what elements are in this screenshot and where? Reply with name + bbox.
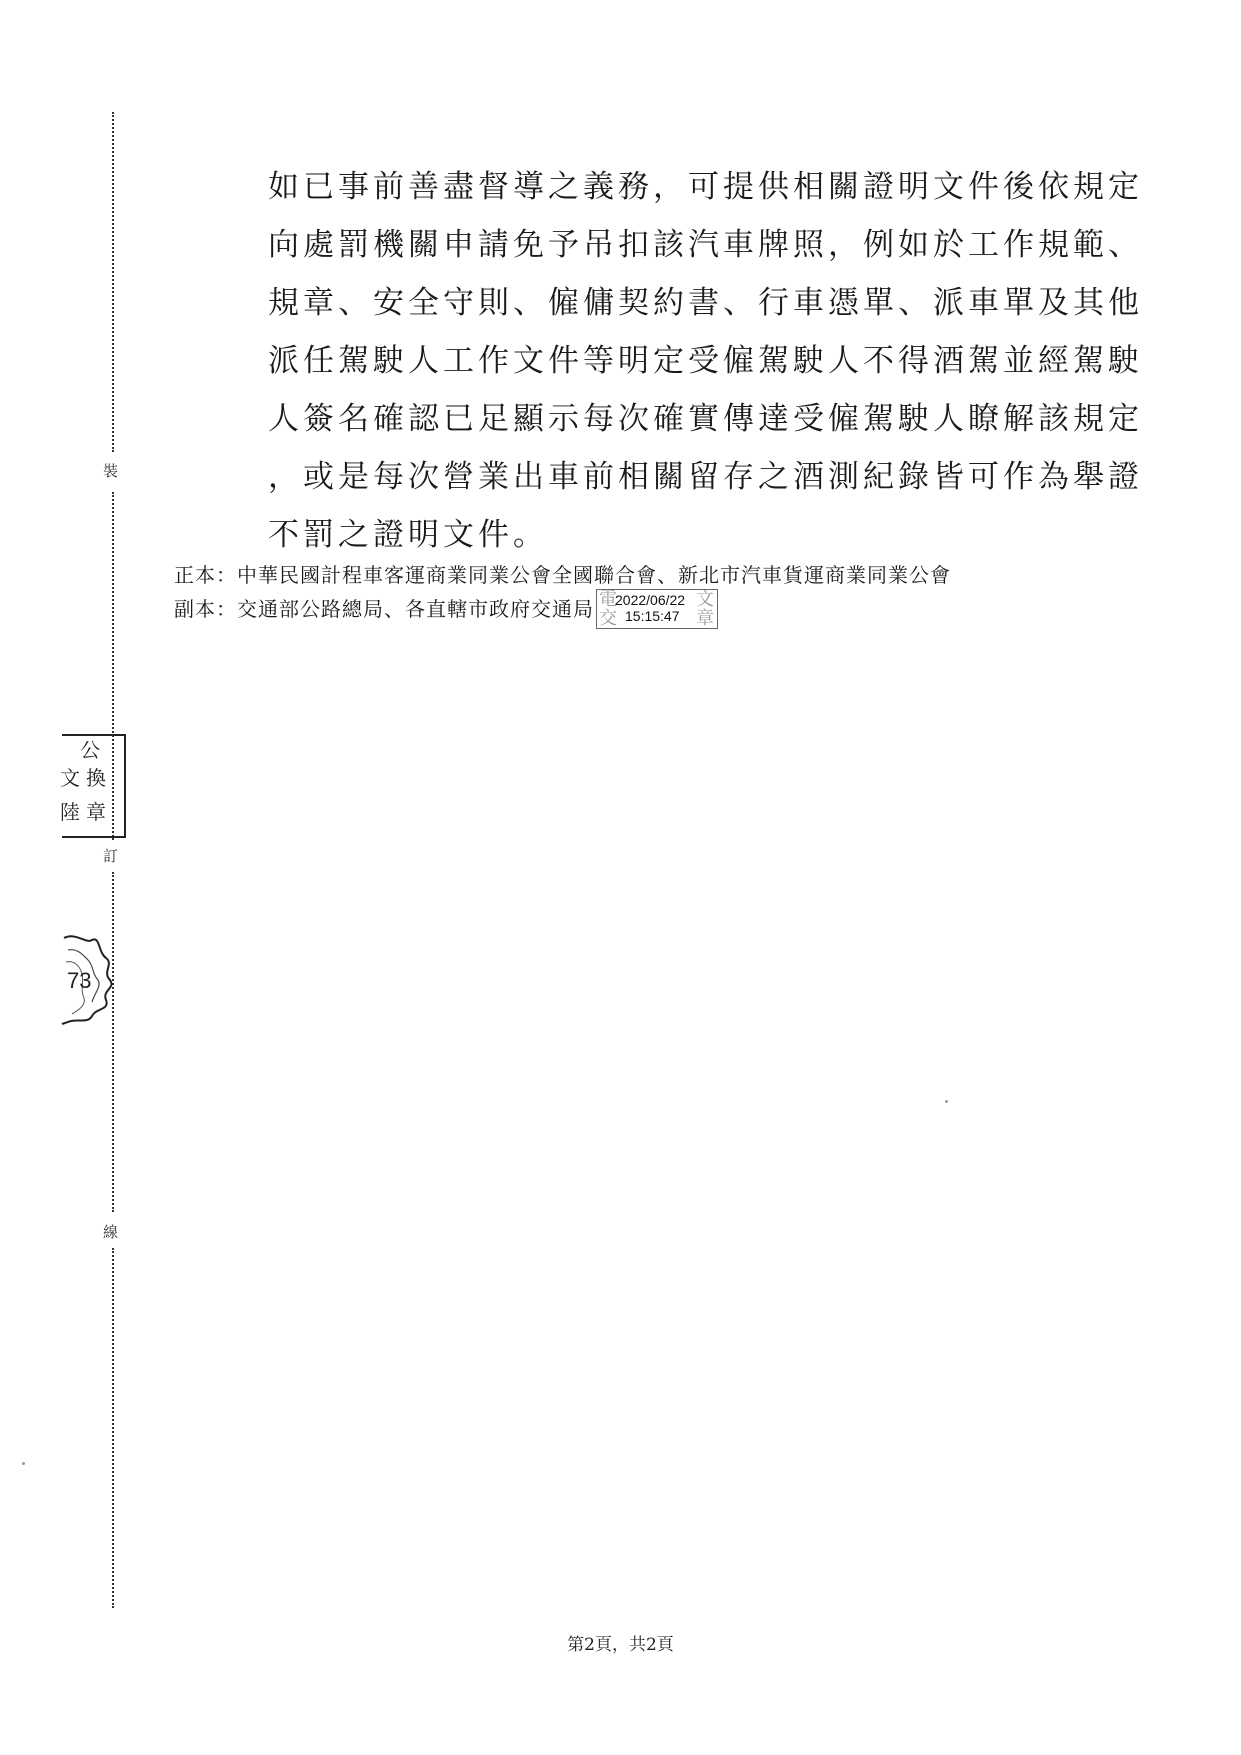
page-footer: 第2頁，共2頁 [567, 1635, 674, 1655]
seal-char: 文 [60, 766, 80, 790]
body-line: 派任駕駛人工作文件等明定受僱駕駛人不得酒駕並經駕駛 [268, 343, 1143, 379]
stamp-bg-left: 電 交 [599, 589, 617, 629]
scan-speck [945, 1100, 948, 1103]
stamp-time: 15:15:47 [625, 608, 680, 624]
body-line: 如已事前善盡督導之義務，可提供相關證明文件後依規定 [268, 169, 1143, 205]
stamp-bg-right: 文 章 [696, 589, 715, 629]
scan-speck [22, 1462, 25, 1465]
original-recipients [174, 562, 951, 589]
original-recipients-text: 正本：中華民國計程車客運商業同業公會全國聯合會、新北市汽車貨運商業同業公會 [174, 563, 951, 587]
body-paragraph [268, 158, 1143, 564]
copy-recipients-text: 副本：交通部公路總局、各直轄市政府交通局 [174, 596, 594, 621]
stamp-page-number: 73 [67, 968, 92, 993]
body-line: 向處罰機關申請免予吊扣該汽車牌照，例如於工作規範、 [268, 227, 1143, 263]
seal-char: 換 [86, 766, 106, 790]
binding-dotted-line [112, 872, 114, 1212]
binding-dotted-line [112, 112, 114, 452]
seal-char: 章 [86, 800, 106, 824]
recipients-block [174, 562, 951, 629]
exchange-seal [62, 734, 126, 838]
binding-label-zhuang: 裝 [103, 462, 119, 480]
body-line: 規章、安全守則、僱傭契約書、行車憑單、派車單及其他 [268, 285, 1143, 321]
binding-dotted-line [112, 1248, 114, 1608]
binding-label-ding: 訂 [103, 847, 119, 865]
body-line: 不罰之證明文件。 [268, 517, 548, 553]
electronic-exchange-stamp [596, 589, 718, 629]
body-line: 人簽名確認已足顯示每次確實傳達受僱駕駛人瞭解該規定 [268, 401, 1143, 437]
seal-char: 公 [80, 738, 100, 762]
binding-label-xian: 線 [103, 1223, 119, 1241]
seal-char: 陸 [60, 800, 80, 824]
body-line: ，或是每次營業出車前相關留存之酒測紀錄皆可作為舉證 [268, 459, 1143, 495]
copy-recipients [174, 589, 951, 629]
page-number-stamp [58, 930, 116, 1028]
stamp-date: 2022/06/22 [615, 592, 686, 608]
